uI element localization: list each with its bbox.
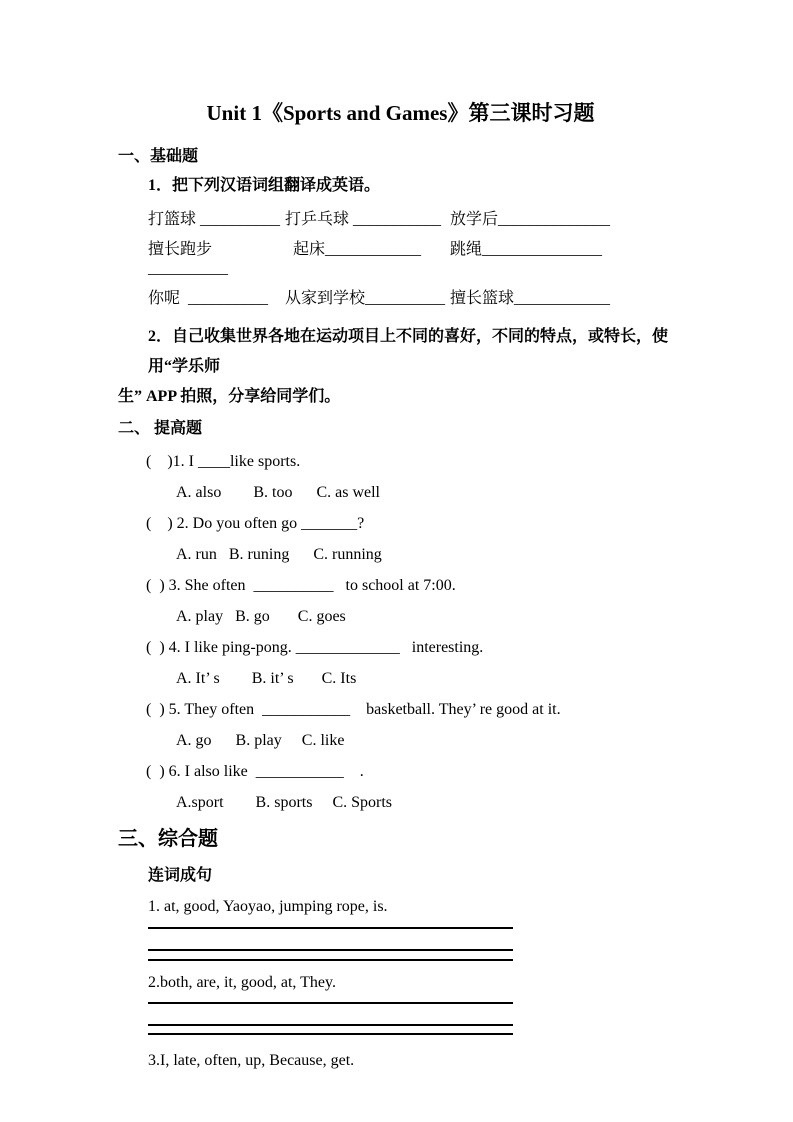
quiz-question: ( ) 4. I like ping-pong. _____________ interesting. xyxy=(146,639,484,656)
translation-cell: 你呢 __________ xyxy=(148,290,269,307)
translation-cell: 擅长篮球____________ xyxy=(450,290,611,307)
quiz-question: ( ) 3. She often __________ to school at 7:00. xyxy=(146,577,456,594)
basic-item-1: 1．把下列汉语词组翻译成英语。 xyxy=(148,177,381,194)
answer-line xyxy=(148,1033,513,1035)
quiz-options: A. go B. play C. like xyxy=(176,732,345,749)
section-composite-heading: 三、综合题 xyxy=(118,828,218,850)
answer-line xyxy=(148,927,513,929)
quiz-question: ( ) 6. I also like ___________ . xyxy=(146,763,364,780)
sentence-item: 2.both, are, it, good, at, They. xyxy=(148,974,336,991)
translation-cell: 放学后______________ xyxy=(450,211,611,228)
quiz-question: ( )1. I ____like sports. xyxy=(146,453,301,470)
translation-cell: 擅长跑步 __________ xyxy=(148,241,228,277)
section-basic-heading: 一、基础题 xyxy=(118,148,199,165)
section-quiz-heading: 二、 提高题 xyxy=(118,420,203,437)
translation-cell: 从家到学校__________ xyxy=(285,290,446,307)
translation-row xyxy=(148,210,683,229)
answer-line xyxy=(148,1024,513,1026)
quiz-question: ( ) 5. They often ___________ basketball. They’ re good at it. xyxy=(146,701,561,718)
quiz-options: A. run B. runing C. running xyxy=(176,546,382,563)
basic-item-2-line-1: 2．自己收集世界各地在运动项目上不同的喜好，不同的特点，或特长，使用“学乐师 xyxy=(148,328,669,375)
quiz-options: A. also B. too C. as well xyxy=(176,484,380,501)
quiz-options: A.sport B. sports C. Sports xyxy=(176,794,393,811)
quiz-question: ( ) 2. Do you often go _______? xyxy=(146,515,365,532)
sentence-item: 3.I, late, often, up, Because, get. xyxy=(148,1052,355,1069)
basic-item-2-line-2: 生” APP 拍照，分享给同学们。 xyxy=(118,388,341,405)
answer-line xyxy=(148,1002,513,1004)
composite-subheading: 连词成句 xyxy=(148,867,213,884)
translation-row xyxy=(148,240,683,278)
translation-cell: 起床____________ xyxy=(285,241,422,258)
quiz-options: A. It’ s B. it’ s C. Its xyxy=(176,670,357,687)
translation-cell: 跳绳_______________ xyxy=(450,241,603,258)
answer-line xyxy=(148,959,513,961)
quiz-block xyxy=(118,446,683,818)
quiz-options: A. play B. go C. goes xyxy=(176,608,346,625)
translation-cell: 打篮球 __________ xyxy=(148,211,281,228)
sentence-item: 1. at, good, Yaoyao, jumping rope, is. xyxy=(148,898,388,915)
translation-row xyxy=(148,289,683,308)
answer-line xyxy=(148,949,513,951)
worksheet-title: Unit 1《Sports and Games》第三课时习题 xyxy=(206,101,595,125)
translation-cell: 打乒乓球 ___________ xyxy=(285,211,442,228)
